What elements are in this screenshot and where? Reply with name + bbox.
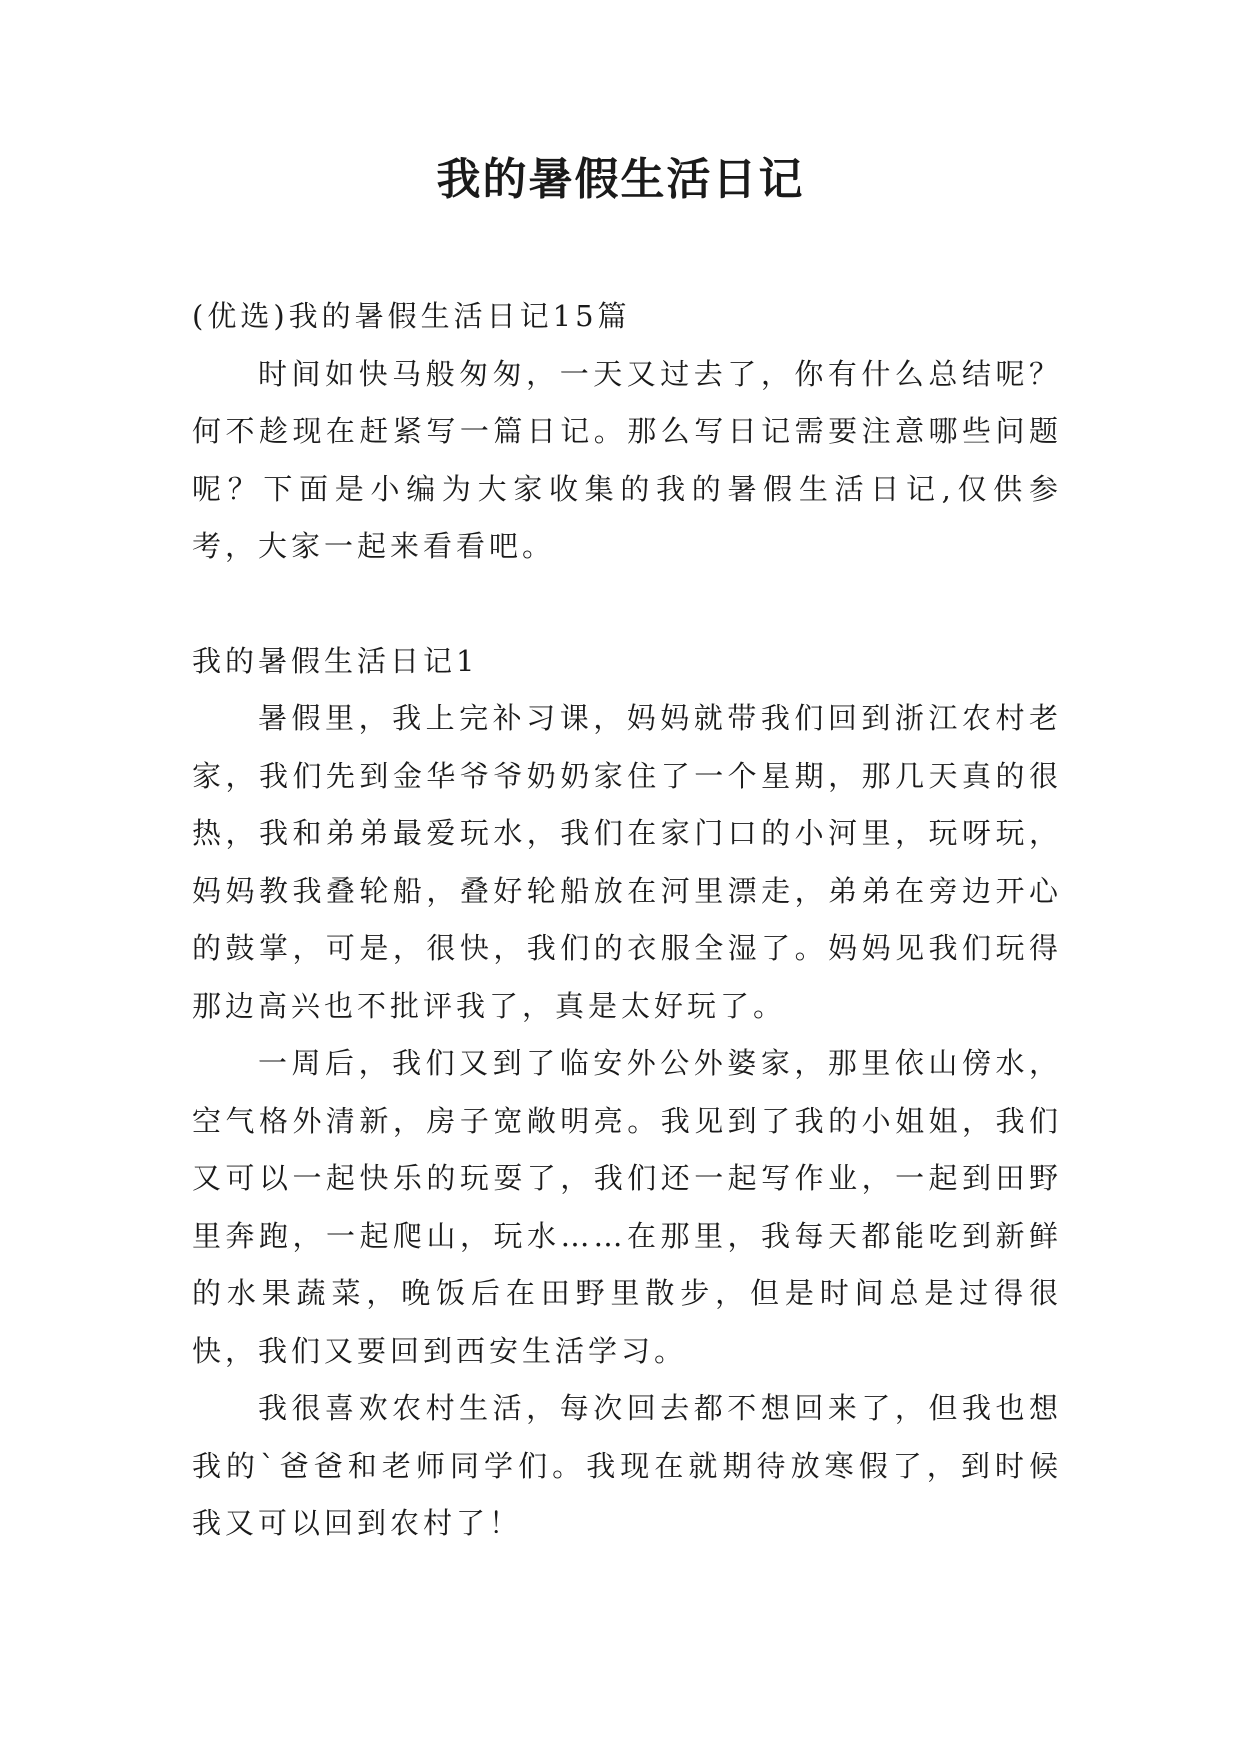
intro-paragraph: 时间如快马般匆匆，一天又过去了，你有什么总结呢？何不趁现在赶紧写一篇日记。那么写日记需要注意哪些问题呢？下面是小编为大家收集的我的暑假生活日记,仅供参考，大家一起来看看吧。 — [192, 356, 1062, 563]
section-heading: 我的暑假生活日记1 — [192, 643, 479, 678]
section-spacer — [192, 576, 1062, 633]
body-paragraph-3: 我很喜欢农村生活，每次回去都不想回来了，但我也想我的`爸爸和老师同学们。我现在就期待放寒假了，到时候我又可以回到农村了！ — [192, 1391, 1062, 1540]
body-paragraph-1: 暑假里，我上完补习课，妈妈就带我们回到浙江农村老家，我们先到金华爷爷奶奶家住了一个星期，那几天真的很热，我和弟弟最爱玩水，我们在家门口的小河里，玩呀玩，妈妈教我叠轮船，叠好轮船放在河里漂走，弟弟在旁边开心的鼓掌，可是，很快，我们的衣服全湿了。妈妈见我们玩得那边高兴也不批评我了，真是太好玩了。 — [192, 701, 1062, 1023]
document-title: 我的暑假生活日记 — [436, 154, 805, 205]
body-paragraph-2: 一周后，我们又到了临安外公外婆家，那里依山傍水，空气格外清新，房子宽敞明亮。我见到了我的小姐姐，我们又可以一起快乐的玩耍了，我们还一起写作业，一起到田野里奔跑，一起爬山，玩水……在那里，我每天都能吃到新鲜的水果蔬菜，晚饭后在田野里散步，但是时间总是过得很快，我们又要回到西安生活学习。 — [192, 1046, 1062, 1368]
document-subtitle: (优选)我的暑假生活日记15篇 — [192, 299, 631, 333]
document-body — [192, 288, 1062, 1553]
